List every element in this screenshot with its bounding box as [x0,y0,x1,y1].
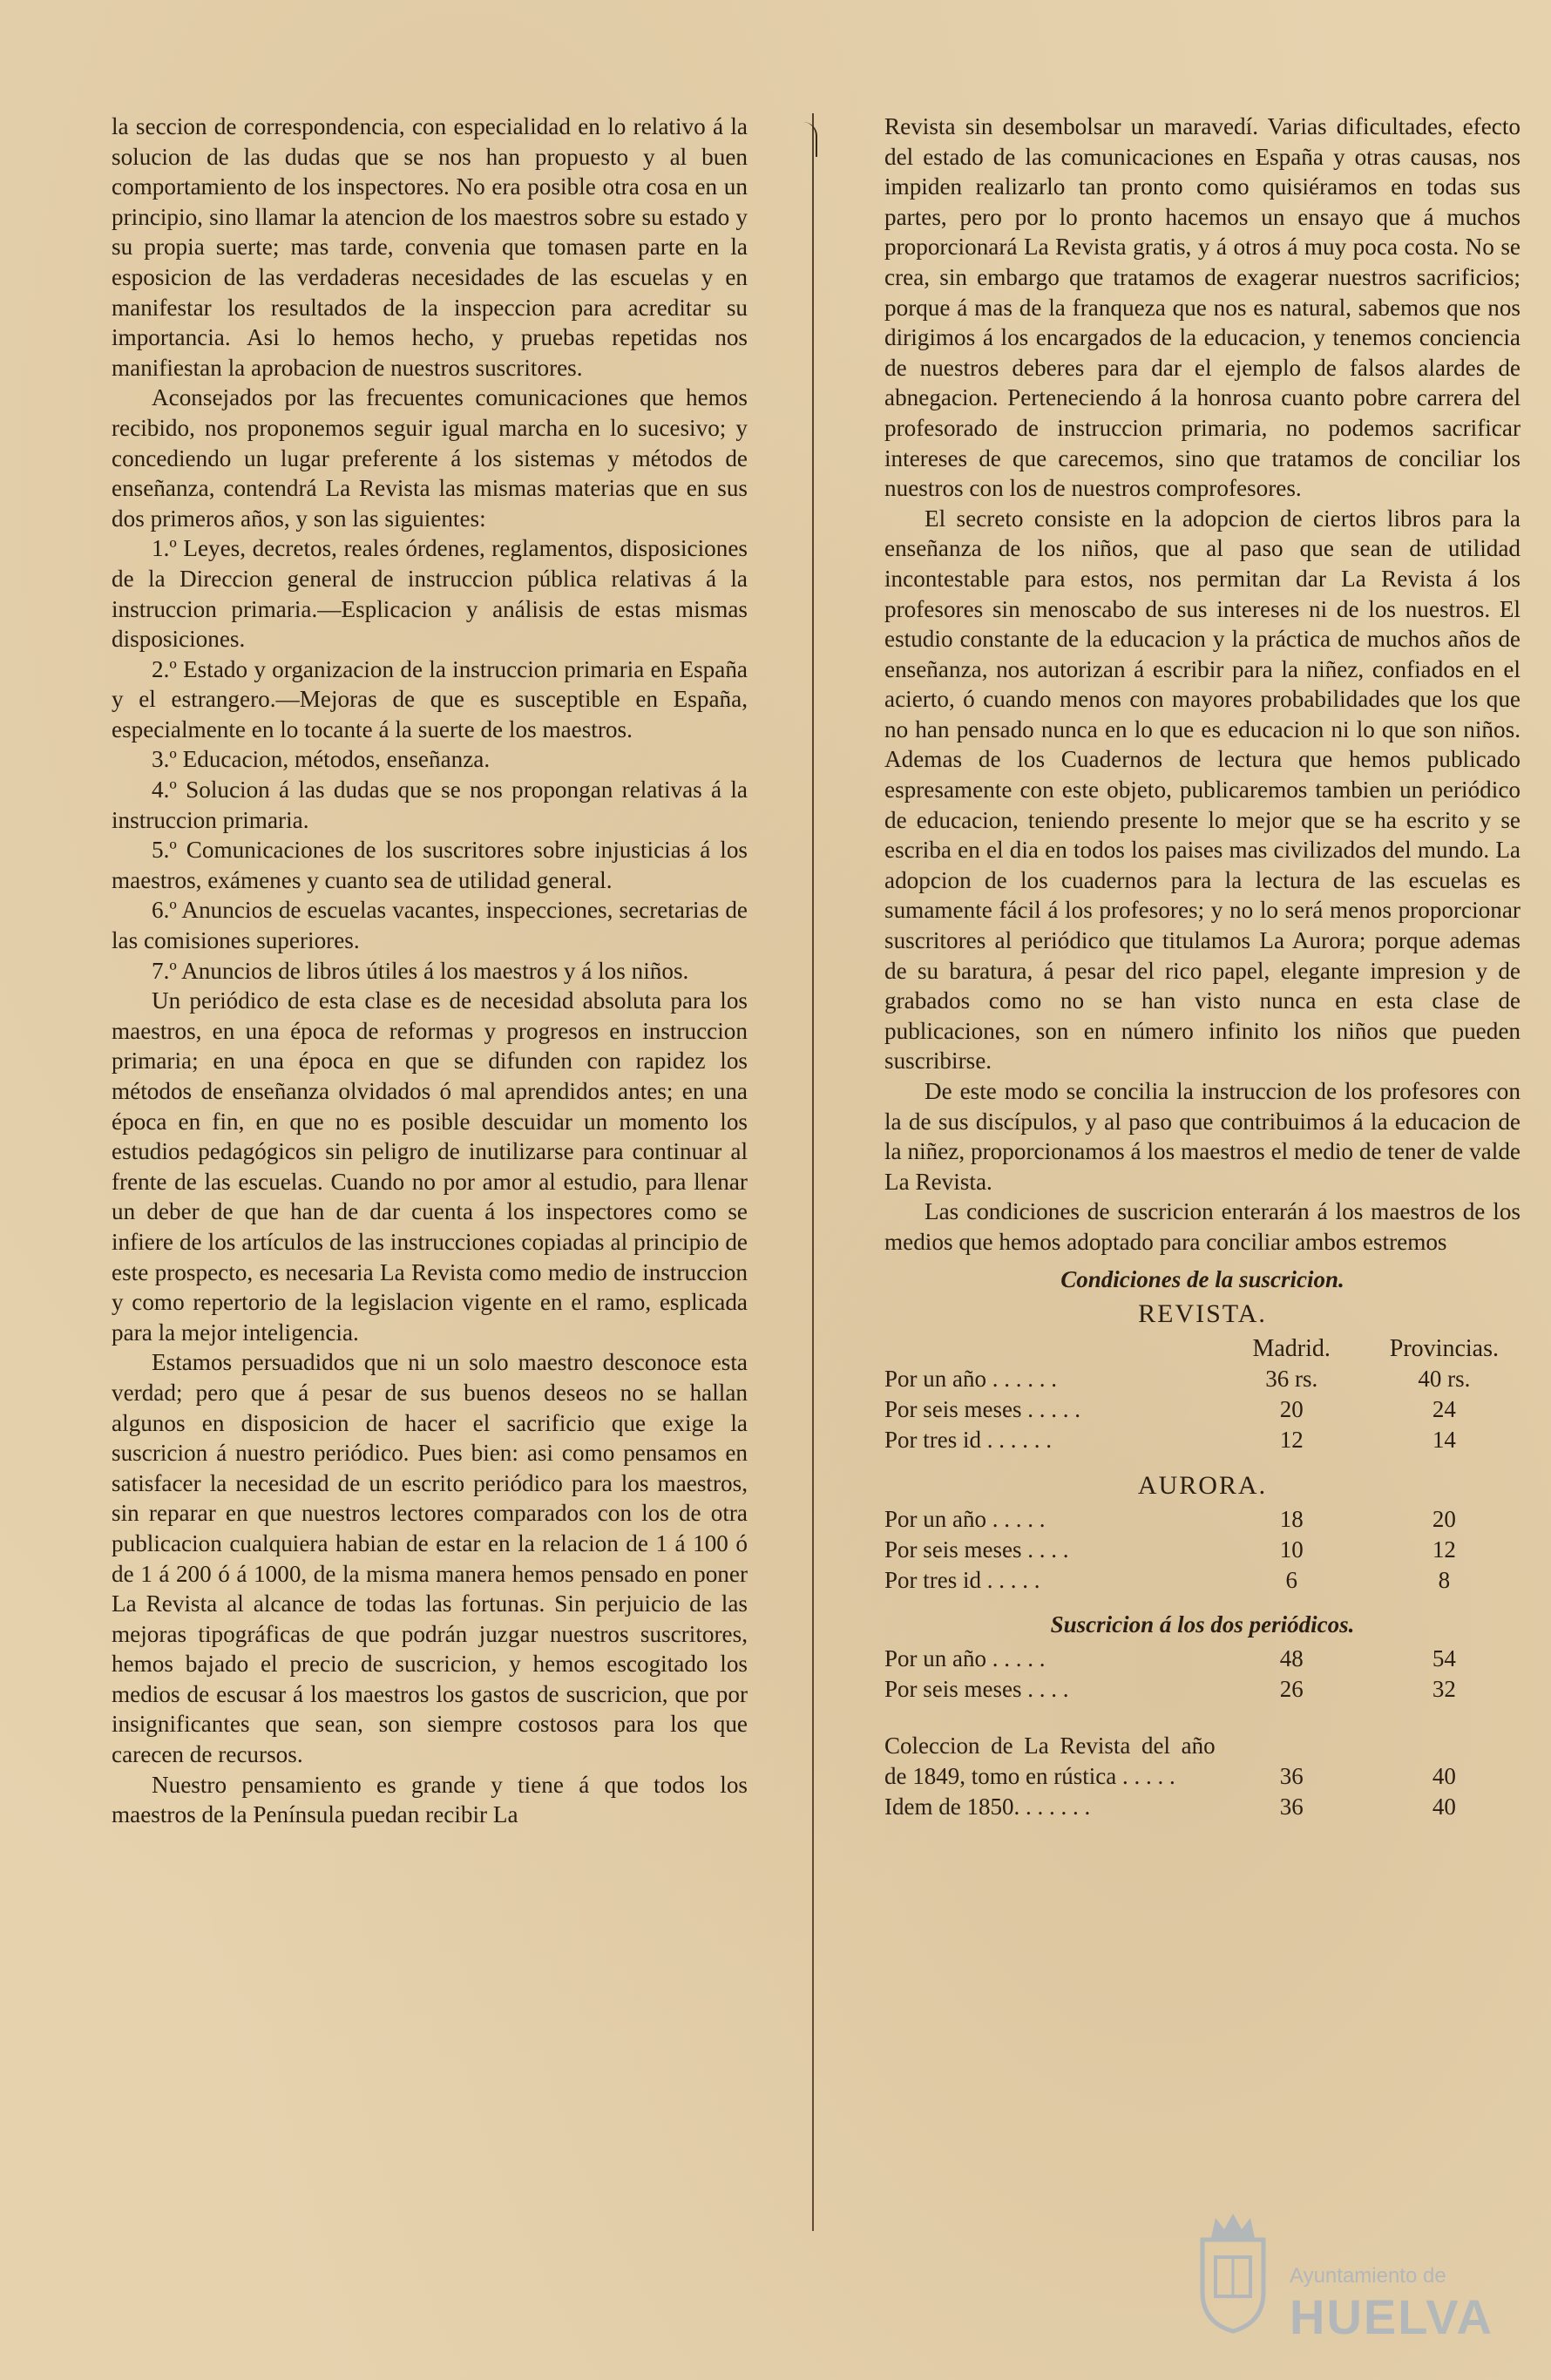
list-item: 3.º Educacion, métodos, enseñanza. [152,746,491,773]
column-divider-ornament [803,122,817,157]
table-row: Coleccion de La Revista del año de 1849, tomo en rústica . . . . . 36 40 [884,1732,1456,1789]
collection-price-table [884,1731,1521,1822]
list-item: 1.º Leyes, decretos, reales órdenes, reglamentos, disposiciones de la Direccion general de instruccion pública relativas á la instruccion primaria.—Esplicacion y análisis de estas mismas disposiciones. [112,535,748,653]
column-header-madrid: Madrid. [1252,1334,1331,1362]
table-row: Idem de 1850. . . . . . . 36 40 [884,1793,1456,1820]
list-item: 5.º Comunicaciones de los suscritores sobre injusticias á los maestros, exámenes y cuanto sea de utilidad general. [112,837,748,893]
both-periodicals-title: Suscricion á los dos periódicos. [1050,1611,1355,1638]
both-price-table [884,1644,1521,1705]
paragraph: El secreto consiste en la adopcion de ciertos libros para la enseñanza de los niños, que al paso que sean de utilidad incontestable para estos, nos permitan dar La Revista á los profesores sin menoscabo de sus intereses ni de los nuestros. El estudio constante de la educacion y la práctica de muchos años de enseñanza, nos autorizan á escribir para la niñez, confiados en el acierto, ó cuando menos con mayores probabilidades que los que no han pensado nunca en lo que es educacion ni lo que son niños. Ademas de los Cuadernos de lectura que hemos publicado espresamente con este objeto, publicaremos tambien un periódico de educacion, teniendo presente lo mejor que se ha escrito y se escriba en el dia en todos los paises mas civilizados del mundo. La adopcion de los cuadernos para la lectura de las escuelas es sumamente fácil á los profesores; y no lo será menos proporcionar suscritores al periódico que titulamos La Aurora; porque ademas de su baratura, á pesar del rico papel, elegante impresion y de grabados como no se han visto nunca en esta clase de publicaciones, son en número infinito los niños que pueden suscribirse. [884,505,1521,1075]
aurora-price-table [884,1504,1521,1596]
table-row: Por seis meses . . . . . 20 24 [884,1395,1456,1422]
revista-price-table [884,1333,1521,1455]
table-row: Por un año . . . . . . 36 rs. 40 rs. [884,1365,1471,1392]
list-item: 6.º Anuncios de escuelas vacantes, inspecciones, secretarias de las comisiones superiores. [112,897,748,954]
conditions-title: Condiciones de la suscricion. [1060,1265,1344,1292]
paragraph: la seccion de correspondencia, con especialidad en lo relativo á la solucion de las dudas que se nos han propuesto y al buen comportamiento de los inspectores. No era posible otra cosa en un principio, sino llamar la atencion de los maestros sobre su estado y su propia suerte; mas tarde, convenia que tomasen parte en la esposicion de las verdaderas necesidades de las escuelas y en manifestar los resultados de la inspeccion para acreditar su importancia. Asi lo hemos hecho, y pruebas repetidas nos manifiestan la aprobacion de nuestros suscritores. [112,113,748,381]
table-row: Por seis meses . . . . 10 12 [884,1536,1456,1563]
table-row: Por tres id . . . . . 6 8 [884,1567,1451,1594]
revista-heading: REVISTA. [1138,1299,1267,1329]
aurora-heading: AURORA. [1137,1470,1268,1500]
list-item: 2.º Estado y organizacion de la instruccion primaria en España y el estrangero.—Mejoras de que es susceptible en España, especialmente en lo tocante á la suerte de los maestros. [112,655,748,742]
column-header-provincias: Provincias. [1389,1334,1499,1362]
table-header-row [884,1333,1521,1364]
list-item: 4.º Solucion á las dudas que se nos propongan relativas á la instruccion primaria. [112,776,748,833]
paragraph: Un periódico de esta clase es de necesidad absoluta para los maestros, en una época de reformas y progresos en instruccion primaria; en una época en que se difunden con rapidez los métodos de enseñanza olvidados ó mal aprendidos antes; en una época en fin, en que no es posible descuidar un momento los estudios pedagógicos sin peligro de inutilizarse para continuar al frente de las escuelas. Cuando no por amor al estudio, para llenar un deber de que han de dar cuenta á los inspectores como se infiere de los artículos de las instrucciones copiadas al principio de este prospecto, es necesaria La Revista como medio de instruccion y como repertorio de la legislacion vigente en el ramo, esplicada para la mejor inteligencia. [112,987,748,1346]
paragraph: Nuestro pensamiento es grande y tiene á que todos los maestros de la Península puedan recibir La [112,1771,748,1828]
right-column [884,112,1521,1822]
paragraph: De este modo se concilia la instruccion de los profesores con la de sus discípulos, y al paso que contribuimos á la educacion de la niñez, proporcionamos á los maestros el medio de tener de valde La Revista. [884,1078,1521,1195]
list-item: 7.º Anuncios de libros útiles á los maestros y á los niños. [152,957,689,984]
left-column [112,112,748,1830]
paragraph: Las condiciones de suscricion enterarán á los maestros de los medios que hemos adoptado para conciliar ambos estremos [884,1198,1521,1255]
crest-icon [1185,2205,1281,2336]
archive-watermark [1185,2205,1516,2353]
table-row: Por un año . . . . . 48 54 [884,1644,1456,1671]
watermark-big-text: HUELVA [1290,2289,1493,2344]
paragraph: Revista sin desembolsar un maravedí. Varias dificultades, efecto del estado de las comunicaciones en España y otras causas, nos impiden realizarlo tan pronto como quisiéramos en todas sus partes, pero por lo pronto hacemos un ensayo que á muchos proporcionará La Revista gratis, y á otros á muy poca costa. No se crea, sin embargo que tratamos de exagerar nuestros sacrificios; porque á mas de la franqueza que nos es natural, sabemos que nos dirigimos á los encargados de la educacion, y tenemos conciencia de nuestros deberes para dar el ejemplo de falsos alardes de abnegacion. Perteneciendo á la honrosa cuanto pobre carrera del profesorado de instruccion primaria, no podemos sacrificar intereses de que carecemos, sino que tratamos de conciliar los nuestros con los de nuestros comprofesores. [884,113,1521,502]
paragraph: Estamos persuadidos que ni un solo maestro desconoce esta verdad; pero que á pesar de sus buenos deseos no se hallan algunos en disposicion de hacer el sacrificio que exige la suscricion á nuestro periódico. Pues bien: asi como pensamos en satisfacer la necesidad de un escrito periódico para los maestros, sin reparar en que nuestros lectores comparados con los de otra publicacion cualquiera habian de estar en la relacion de 1 á 100 ó de 1 á 200 ó á 1000, de la misma manera hemos pensado en poner La Revista al alcance de todas las fortunas. Sin perjuicio de las mejoras tipográficas de que podrán juzgar nuestros suscritores, hemos bajado el precio de suscricion, y hemos escogitado los medios de escusar á los maestros los gastos de suscricion, que por insignificantes que sean, son siempre costosos para los que carecen de recursos. [112,1349,748,1768]
table-row: Por tres id . . . . . . 12 14 [884,1426,1456,1453]
column-divider [812,113,814,2231]
table-row: Por seis meses . . . . 26 32 [884,1675,1456,1702]
watermark-small-text: Ayuntamiento de [1290,2264,1446,2288]
paragraph: Aconsejados por las frecuentes comunicaciones que hemos recibido, nos proponemos seguir igual marcha en lo sucesivo; y concediendo un lugar preferente á los sistemas y métodos de enseñanza, contendrá La Revista las mismas materias que en sus dos primeros años, y son las siguientes: [112,384,748,532]
table-row: Por un año . . . . . 18 20 [884,1506,1456,1533]
